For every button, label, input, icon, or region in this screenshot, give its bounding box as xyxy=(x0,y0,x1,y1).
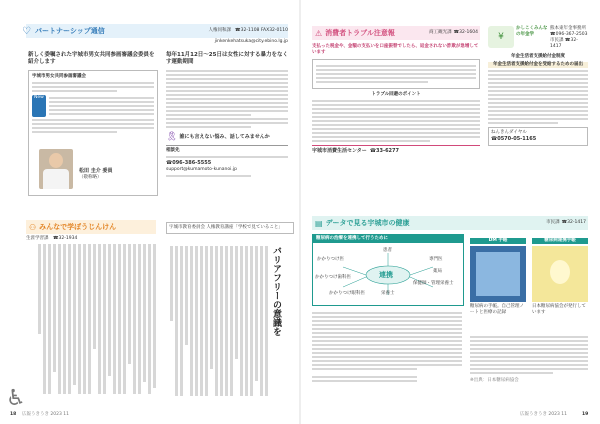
purple-ribbon-icon: 🎗 xyxy=(166,132,178,142)
center-tel[interactable]: ☎33-6277 xyxy=(369,148,399,154)
node-pharmacy: 薬局 xyxy=(433,269,442,274)
column-title: バリアフリーの意識を xyxy=(271,246,281,336)
dm-card-title: DM 手帳 xyxy=(470,238,526,244)
left-footer: 広報うきうき 2023 11 xyxy=(22,412,70,417)
nenkin-heading: 年金生活者支援給付金制度 xyxy=(511,54,565,59)
nenkin-office: 熊本東年金事務所 xyxy=(550,26,586,31)
diagram-box xyxy=(312,234,464,306)
consumer-section xyxy=(312,26,480,155)
right-page xyxy=(300,0,600,424)
consult-tel[interactable]: ☎096-386-5555 xyxy=(166,160,212,166)
diagram-center: 連携 xyxy=(379,271,393,279)
partnership-title: パートナーシップ通信 xyxy=(34,27,105,35)
renkei-card-caption: 日本糖尿病協会が発行しています xyxy=(532,304,586,315)
consumer-header-bar xyxy=(312,26,480,40)
member-name: 松田 圭介 委員 xyxy=(79,168,113,174)
nenkin-section xyxy=(488,26,588,146)
center-label: 宇城市消費生活センター xyxy=(312,148,367,154)
nenkin-title: かしこくみんなの年金学 xyxy=(516,26,548,37)
dm-card-caption: 糖尿病の手帳。自己管理ノートと医療の記録 xyxy=(470,304,524,315)
member-photo xyxy=(39,149,73,189)
column-body xyxy=(166,246,268,396)
health-tel: ☎32-1417 xyxy=(561,220,586,225)
health-header-bar xyxy=(312,216,588,230)
node-dietitian: 栄養士 xyxy=(381,291,395,296)
wheelchair-icon: ♿ xyxy=(6,386,26,411)
right-page-number: 19 xyxy=(582,412,589,417)
health-footnote: ※出典：日本糖尿病協会 xyxy=(470,378,519,383)
renkei-card-title: 糖尿病連携手帳 xyxy=(532,238,588,244)
dv-heading: 毎年11月12日～25日は女性に対する暴力をなくす運動期間 xyxy=(166,52,288,65)
node-specialist: 専門医 xyxy=(429,257,443,262)
consumer-case-box xyxy=(312,59,480,89)
health-title: データで見る宇城市の健康 xyxy=(325,219,410,227)
nenkin-contact-tel[interactable]: ☎0570-05-1165 xyxy=(491,136,537,142)
purple-heading: 誰にも言えない悩み、話してみませんか xyxy=(179,133,270,140)
consumer-title: 消費者トラブル注意報 xyxy=(325,29,395,37)
nenkin-contact-box xyxy=(488,127,588,146)
health-body-right xyxy=(470,334,588,384)
health-header xyxy=(312,216,588,230)
node-family-doctor: かかりつけ医 xyxy=(317,257,344,262)
minna-article xyxy=(26,244,156,394)
partnership-dept: 人権同和課 xyxy=(208,28,232,33)
consumer-lead: 支払った税金や、金額の支払いを口座振替でしたら、返金されない詐欺が急増しています xyxy=(312,44,479,55)
nenkin-tel: ☎096-367-2503 xyxy=(550,32,588,37)
minna-header xyxy=(26,220,156,242)
consumer-tel: ☎32-1604 xyxy=(453,30,478,35)
partnership-header-bar xyxy=(22,24,288,38)
node-dentist: かかりつけ歯科医 xyxy=(315,275,351,280)
health-body xyxy=(312,310,462,384)
node-eye-doctor: かかりつけ眼科医 xyxy=(329,291,365,296)
consult-mail[interactable]: support@kumamoto-kunanoi.jp xyxy=(166,167,237,172)
consult-label: 相談先 xyxy=(166,148,180,153)
people-icon: ⚇ xyxy=(29,222,37,232)
author-note: 宇城市教育委員会 人権教育講座「学校で見ていること」 xyxy=(166,222,294,234)
partnership-header xyxy=(22,24,288,45)
partnership-email[interactable]: jinkenkehatsuka@city.ebino.lg.jp xyxy=(214,39,288,44)
heart-hands-icon: ♡ xyxy=(22,25,31,37)
dv-section xyxy=(166,52,288,179)
chart-icon: ▤ xyxy=(315,218,323,228)
council-intro xyxy=(28,52,158,196)
consumer-dept: 商工観光課 xyxy=(429,30,452,35)
nenkin-contact: ねんきんダイヤル xyxy=(491,130,527,135)
health-dept: 市民課 xyxy=(546,220,560,225)
renkei-notebook-image xyxy=(532,246,588,302)
dm-notebook-image xyxy=(470,246,526,302)
new-badge: New xyxy=(32,95,46,117)
minna-dept: 生涯学習課 xyxy=(26,236,49,241)
dm-card xyxy=(470,238,526,316)
nenkin-city-tel: 市民課 ☎32-1417 xyxy=(550,38,578,49)
left-page-number: 18 xyxy=(10,412,17,417)
nenkin-sub: 年金生活者支援給付金を受給するための届出 xyxy=(488,62,588,68)
diagram-heading: 糖尿病の治療を連携して行うために xyxy=(313,235,463,243)
renkei-card xyxy=(532,238,588,316)
council-intro-heading: 新しく委嘱された宇城市男女共同参画審議会委員を紹介します xyxy=(28,52,155,65)
council-label: 宇城市男女共同参画審議会 xyxy=(32,74,86,79)
node-patient: 患者 xyxy=(383,248,392,253)
right-footer: 広報うきうき 2023 11 xyxy=(520,412,568,417)
warning-icon: ⚠ xyxy=(315,28,323,38)
council-card xyxy=(28,70,158,196)
nenkin-logo: ¥ xyxy=(488,26,514,48)
trouble-points-heading: トラブル回避のポイント xyxy=(371,92,421,97)
partnership-tel: ☎32-1108 FAX32-0110 xyxy=(235,28,288,33)
minna-header-bar xyxy=(26,220,156,234)
minna-title: みんなで学ぼうじんけん xyxy=(39,223,117,231)
member-title: （敬称略） xyxy=(79,175,102,180)
minna-tel: ☎32-1934 xyxy=(52,236,78,241)
node-health-nurse: 保健師・管理栄養士 xyxy=(413,281,454,286)
